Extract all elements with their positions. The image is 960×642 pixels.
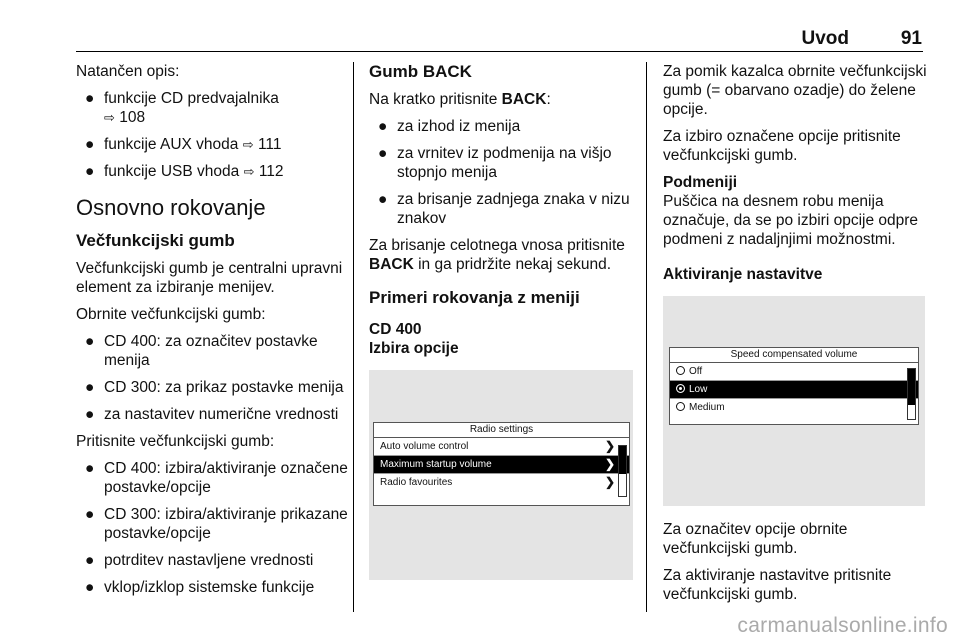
- list-item: ● CD 300: izbira/aktiviranje prikazane postavke/opcije: [85, 506, 348, 542]
- list-item: ● vklop/izklop sistemske funkcije: [85, 579, 315, 596]
- intro-list: [76, 89, 348, 181]
- radio-filled-icon: [676, 384, 685, 393]
- bullet: ●: [85, 460, 95, 477]
- back-list: [369, 117, 639, 228]
- bullet: ●: [378, 191, 388, 208]
- bullet: ●: [85, 406, 95, 423]
- list-item: ● za nastavitev numerične vrednosti: [85, 406, 339, 423]
- paragraph: Za izbiro označene opcije pritisnite večfunkcijski gumb.: [663, 128, 901, 164]
- radio-empty-icon: [676, 366, 685, 375]
- page-ref-arrow-icon: ⇨: [242, 137, 254, 152]
- page-header: [0, 0, 960, 60]
- page-number: 91: [900, 28, 922, 49]
- bullet: ●: [85, 333, 95, 350]
- page-ref[interactable]: 112: [258, 163, 284, 180]
- menu-panel: [373, 422, 630, 506]
- bullet: ●: [85, 552, 95, 569]
- bullet: ●: [85, 90, 95, 107]
- menu-item-selected[interactable]: Maximum startup volume ❯: [374, 456, 629, 474]
- minor-heading: CD 400: [369, 321, 422, 338]
- page-ref[interactable]: 108: [119, 109, 146, 126]
- paragraph: Za aktiviranje nastavitve pritisnite večfunkcijski gumb.: [663, 567, 892, 603]
- list-item: ● potrditev nastavljene vrednosti: [85, 552, 314, 569]
- bullet: ●: [85, 579, 95, 596]
- bullet: ●: [85, 136, 95, 153]
- radio-option[interactable]: Off: [670, 363, 918, 381]
- subsection-heading: Večfunkcijski gumb: [76, 231, 235, 250]
- menu-title: Speed compensated volume: [670, 348, 918, 363]
- page-ref[interactable]: 111: [257, 136, 282, 153]
- bullet: ●: [378, 118, 388, 135]
- scrollbar[interactable]: [907, 368, 916, 420]
- radio-empty-icon: [676, 402, 685, 411]
- paragraph: Obrnite večfunkcijski gumb:: [76, 306, 266, 323]
- header-rule: [76, 51, 923, 52]
- list-item: ● funkcije AUX vhoda ⇨ 111: [85, 136, 282, 153]
- subsection-heading: Primeri rokovanja z meniji: [369, 288, 580, 307]
- scrollbar[interactable]: [618, 445, 627, 497]
- column-divider: [353, 62, 354, 612]
- list-item: ● CD 400: za označitev postavke menija: [85, 333, 318, 369]
- scrollbar-thumb[interactable]: [619, 446, 626, 474]
- paragraph: Pritisnite večfunkcijski gumb:: [76, 433, 275, 450]
- paragraph: Za pomik kazalca obrnite večfunkcijski gumb (= obarvano ozadje) do želene opcije.: [663, 63, 927, 118]
- column-3: [663, 62, 933, 612]
- paragraph: Večfunkcijski gumb je centralni upravni element za izbiranje menijev.: [76, 260, 343, 296]
- paragraph: Za označitev opcije obrnite večfunkcijski gumb.: [663, 521, 848, 557]
- radio-settings-screen: [369, 370, 633, 580]
- scrollbar-thumb[interactable]: [908, 369, 915, 405]
- list-item: ● za vrnitev iz podmenija na višjo stopnjo menija: [378, 145, 612, 181]
- list-item: ● funkcije CD predvajalnika ⇨ 108: [85, 90, 279, 126]
- section-heading: Osnovno rokovanje: [76, 195, 266, 220]
- bullet: ●: [85, 379, 95, 396]
- paragraph: Na kratko pritisnite BACK:: [369, 91, 551, 108]
- radio-option[interactable]: Medium: [670, 399, 918, 416]
- turn-list: [76, 332, 348, 424]
- minor-heading: Aktiviranje nastavitve: [663, 266, 823, 283]
- radio-option-selected[interactable]: Low: [670, 381, 918, 399]
- paragraph: Za brisanje celotnega vnosa pritisnite BACK in ga pridržite nekaj sekund.: [369, 237, 625, 273]
- bullet: ●: [85, 163, 95, 180]
- chevron-right-icon: ❯: [604, 457, 615, 471]
- menu-item[interactable]: Radio favourites ❯: [380, 475, 615, 489]
- chapter-title: Uvod: [801, 28, 849, 49]
- minor-heading: Izbira opcije: [369, 340, 459, 357]
- paragraph: Puščica na desnem robu menija označuje, da se po izbiri opcije odpre podmeni z nadaljnjimi možnostmi.: [663, 193, 919, 248]
- menu-panel: [669, 347, 919, 425]
- list-item: ● za brisanje zadnjega znaka v nizu znakov: [378, 191, 630, 227]
- column-1: [76, 62, 348, 605]
- chevron-right-icon: ❯: [604, 475, 615, 489]
- speed-volume-screen: [663, 296, 925, 506]
- list-item: ● funkcije USB vhoda ⇨ 112: [85, 163, 284, 180]
- list-item: ● CD 400: izbira/aktiviranje označene postavke/opcije: [85, 460, 348, 496]
- page-ref-arrow-icon: ⇨: [104, 110, 115, 125]
- column-divider: [646, 62, 647, 612]
- list-item: ● CD 300: za prikaz postavke menija: [85, 379, 344, 396]
- press-list: [76, 459, 348, 597]
- list-item: ● za izhod iz menija: [378, 118, 521, 135]
- menu-title: Radio settings: [374, 423, 629, 438]
- subsection-heading: Gumb BACK: [369, 62, 472, 81]
- page-ref-arrow-icon: ⇨: [243, 164, 255, 179]
- watermark: carmanualsonline.info: [737, 614, 948, 637]
- minor-heading: Podmeniji: [663, 174, 738, 191]
- bullet: ●: [378, 145, 388, 162]
- column-2: [369, 62, 639, 580]
- menu-item[interactable]: Auto volume control ❯: [374, 438, 629, 456]
- intro-text: Natančen opis:: [76, 63, 180, 80]
- chevron-right-icon: ❯: [604, 439, 615, 453]
- bullet: ●: [85, 506, 95, 523]
